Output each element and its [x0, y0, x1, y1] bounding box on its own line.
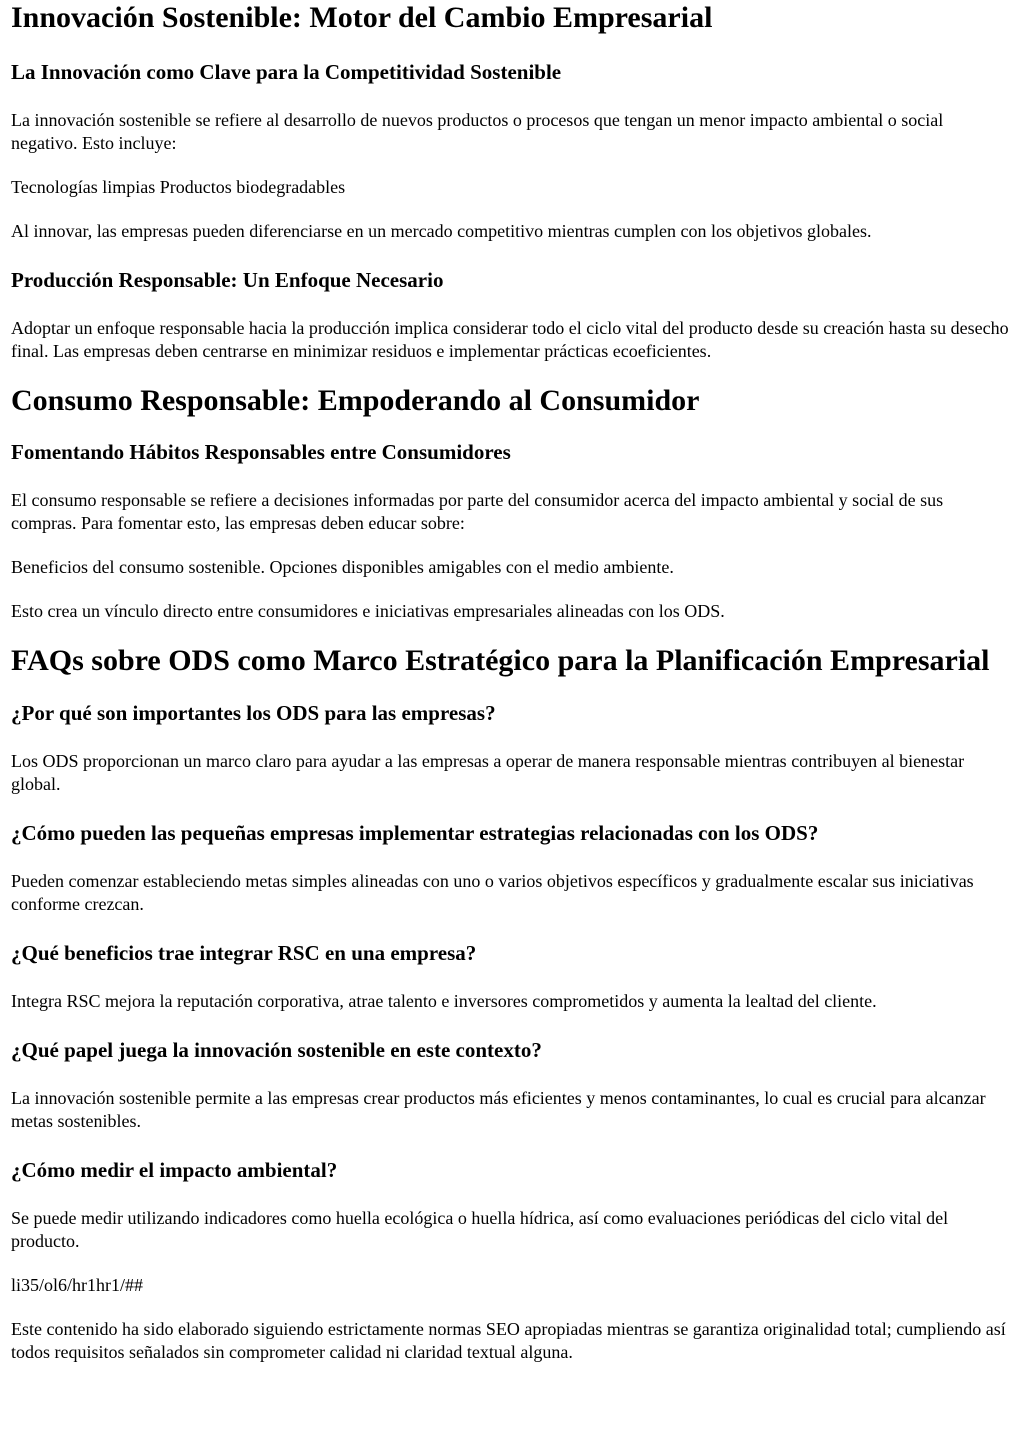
paragraph-list-inline: Beneficios del consumo sostenible. Opciones disponibles amigables con el medio ambiente. [11, 557, 674, 577]
faq-question: ¿Cómo pueden las pequeñas empresas implementar estrategias relacionadas con los ODS? [11, 821, 819, 845]
stray-markup-text: li35/ol6/hr1hr1/## [11, 1275, 143, 1295]
section-title-innovacion: Innovación Sostenible: Motor del Cambio Empresarial [11, 1, 713, 34]
subheading-produccion: Producción Responsable: Un Enfoque Necesario [11, 268, 444, 292]
faq-answer: Pueden comenzar estableciendo metas simples alineadas con uno o varios objetivos específicos y gradualmente escalar sus iniciativas conforme crezcan. [11, 871, 974, 914]
paragraph: Adoptar un enfoque responsable hacia la producción implica considerar todo el ciclo vital del producto desde su creación hasta su desecho final. Las empresas deben centrarse en minimizar residuos e implementar prácticas ecoeficientes. [11, 318, 1009, 361]
faq-question: ¿Por qué son importantes los ODS para las empresas? [11, 701, 496, 725]
faq-question: ¿Qué papel juega la innovación sostenible en este contexto? [11, 1038, 542, 1062]
faq-answer: Se puede medir utilizando indicadores como huella ecológica o huella hídrica, así como evaluaciones periódicas del ciclo vital del producto. [11, 1208, 949, 1251]
subheading-competitividad: La Innovación como Clave para la Competitividad Sostenible [11, 60, 562, 84]
subheading-habitos: Fomentando Hábitos Responsables entre Consumidores [11, 440, 511, 464]
paragraph-list-inline: Tecnologías limpias Productos biodegradables [11, 177, 346, 197]
faq-answer: La innovación sostenible permite a las empresas crear productos más eficientes y menos contaminantes, lo cual es crucial para alcanzar metas sostenibles. [11, 1088, 986, 1131]
faq-answer: Los ODS proporcionan un marco claro para ayudar a las empresas a operar de manera responsable mientras contribuyen al bienestar global. [11, 751, 965, 794]
paragraph: La innovación sostenible se refiere al desarrollo de nuevos productos o procesos que tengan un menor impacto ambiental o social negativo. Esto incluye: [11, 110, 944, 153]
paragraph: Esto crea un vínculo directo entre consumidores e iniciativas empresariales alineadas con los ODS. [11, 601, 725, 621]
closing-note: Este contenido ha sido elaborado siguiendo estrictamente normas SEO apropiadas mientras se garantiza originalidad total; cumpliendo así todos requisitos señalados sin comprometer calidad ni claridad textual alguna. [11, 1319, 1006, 1362]
section-title-faqs: FAQs sobre ODS como Marco Estratégico para la Planificación Empresarial [11, 644, 990, 677]
faq-question: ¿Qué beneficios trae integrar RSC en una empresa? [11, 941, 477, 965]
faq-question: ¿Cómo medir el impacto ambiental? [11, 1158, 338, 1182]
paragraph: Al innovar, las empresas pueden diferenciarse en un mercado competitivo mientras cumplen con los objetivos globales. [11, 221, 872, 241]
faq-answer: Integra RSC mejora la reputación corporativa, atrae talento e inversores comprometidos y aumenta la lealtad del cliente. [11, 991, 877, 1011]
section-title-consumo: Consumo Responsable: Empoderando al Consumidor [11, 384, 700, 417]
paragraph: El consumo responsable se refiere a decisiones informadas por parte del consumidor acerca del impacto ambiental y social de sus compras. Para fomentar esto, las empresas deben educar sobre: [11, 490, 944, 533]
